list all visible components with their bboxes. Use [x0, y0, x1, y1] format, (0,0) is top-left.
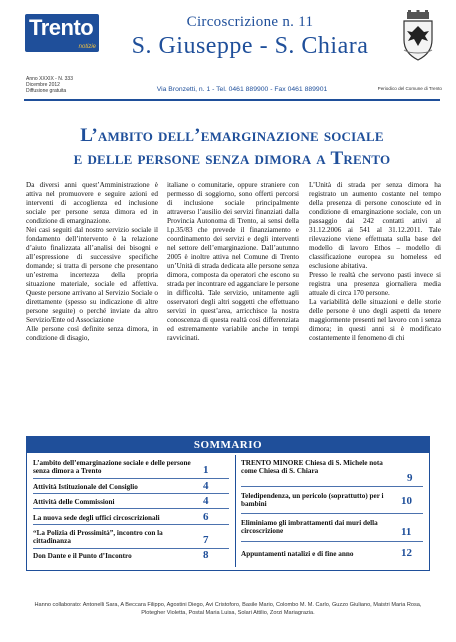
logo-wordmark: Trento [29, 15, 94, 40]
article-column-1 [26, 181, 158, 343]
toc-entry-page: 4 [203, 480, 209, 492]
toc-column-divider [235, 455, 236, 567]
toc-entry-title: Attività Istituzionale del Consiglio [33, 483, 138, 491]
toc-entry-title: Attività delle Commissioni [33, 498, 115, 506]
toc-entry[interactable] [241, 519, 412, 538]
toc-entry-title: Teledipendenza, un pericolo (soprattutto) per i bambini [241, 492, 384, 509]
article-paragraph: Da diversi anni quest’Amministrazione è attiva nel promuovere e seguire azioni ed interventi di accoglienza ed inclusione sociale per persone senza dimora ed in condizione di emarginazione. [26, 181, 158, 225]
issue-date: Dicembre 2012 [26, 82, 60, 88]
article-paragraph: La variabilità delle situazioni e delle storie delle persone è uno degli aspetti da tenere maggiormente presenti nel lavoro con i senza dimora; in questi anni si è modificato costantemente il fenomeno di chi [309, 298, 441, 342]
toc-separator [241, 486, 423, 487]
toc-heading: SOMMARIO [27, 437, 429, 453]
toc-separator [33, 508, 229, 509]
toc-entry-page: 12 [401, 547, 412, 559]
periodical-note: Periodico del Comune di Trento [377, 86, 442, 91]
toc-entry[interactable] [33, 511, 209, 523]
toc-entry-page: 11 [401, 526, 412, 538]
toc-entry[interactable] [241, 492, 412, 509]
toc-entry-title: Don Dante e il Punto d’Incontro [33, 552, 132, 560]
toc-entry[interactable] [33, 495, 209, 507]
circoscrizione-label: Circoscrizione n. 11 [186, 14, 314, 30]
toc-entry[interactable] [33, 529, 209, 546]
toc-entry-page: 9 [407, 472, 413, 484]
toc-entry[interactable] [33, 549, 209, 561]
article-paragraph: L’Unità di strada per senza dimora ha registrato un aumento costante nel tempo della presenza di persone conosciute ed in condizione di emarginazione sociale, con un passaggio dai 242 contatti attivi al 31.12.2006 ai 541 al 31.12.2011. Tale rilevazione viene effettuata sulla base del modello di lavoro Ethos – modello di classificazione europea su homeless ed esclusione abitativa. [309, 181, 441, 270]
article-paragraph: italiane o comunitarie, oppure straniere con permesso di soggiorno, sono offerti percorsi di inclusione sociale principalmente attraverso l’ausilio dei servizi finanziati dalla Provincia Autonoma di Trento, ai sensi della l.p.35/83 che prevede il finanziamento e coordinamento dei servizi e degli interventi nel settore dell’emarginazione. Dall’autunno 2005 è inoltre attiva nel Comune di Trento un’Unità di strada dedicata alle persone senza dimora, composta da operatori che escono su strada per incontrare ed agganciare le persone in difficoltà. Tale servizio, unitamente agli osservatori degli altri soggetti che effettuano servizi in quest’area, arricchisce la nostra conoscenza di questa realtà così differenziata ed estremamente variabile anche in tempi ravvicinati. [167, 181, 299, 342]
toc-entry[interactable] [241, 547, 412, 559]
contact-address: Via Bronzetti, n. 1 - Tel. 0461 889900 - Fax 0461 889901 [156, 86, 328, 93]
toc-entry[interactable] [33, 480, 209, 492]
newsletter-title: S. Giuseppe - S. Chiara [131, 33, 369, 59]
article-column-2 [167, 181, 299, 343]
toc-separator [33, 478, 229, 479]
toc-entry-title: TRENTO MINORE Chiesa di S. Michele nota come Chiesa di S. Chiara [241, 459, 383, 476]
toc-entry-title: La nuova sede degli uffici circoscrizionali [33, 514, 160, 522]
article-paragraph: Presso le realtà che servono pasti invece si registra una presenza giornaliera media attuale di circa 170 persone. [309, 271, 441, 297]
toc-entry-page: 10 [401, 495, 412, 507]
toc-entry-page: 7 [203, 534, 209, 546]
main-headline [24, 124, 440, 170]
toc-separator [241, 541, 423, 542]
logo-subtitle: notizie [78, 44, 96, 50]
toc-entry[interactable] [33, 459, 209, 476]
header-divider [24, 99, 440, 101]
toc-separator [241, 513, 423, 514]
toc-entry-page: 1 [203, 464, 209, 476]
trento-logo [25, 14, 99, 52]
toc-separator [33, 548, 229, 549]
article-paragraph: Nei casi seguiti dal nostro servizio sociale il fondamento dell’intervento è la relazione d’aiuto finalizzata all’analisi dei bisogni e all’espressione di successive specifiche domande; si tratta di persone che presentano un’estrema incertezza della propria situazione materiale, sociale ed affettiva. Queste persone arrivano al Servizio Sociale o direttamente (spesso su indicazione di altre persone seguite) o perché inviate da altro Servizio/Ente od Associazione [26, 226, 158, 324]
toc-entry-title: L’ambito dell’emarginazione sociale e delle persone senza dimora a Trento [33, 459, 191, 476]
issue-number: Anno XXXIX - N. 333 [26, 76, 73, 82]
headline-line-2: e delle persone senza dimora a Trento [73, 148, 391, 169]
toc-entry-title: Appuntamenti natalizi e di fine anno [241, 550, 354, 558]
issue-info [26, 76, 116, 94]
toc-separator [33, 493, 229, 494]
headline-line-1: L’ambito dell’emarginazione sociale [80, 125, 384, 146]
toc-entry-page: 6 [203, 511, 209, 523]
collaborators-credits: Hanno collaborato: Antonelli Sara, A Beccara Filippo, Agostini Diego, Avi Cristoforo, Basile Mario, Colombo M. M. Carlo, Guzzo Giuliano, Maistri Maria Rosa, Plotegher Violetta, Postal Maria Luisa, Solari Attilio, Zorzi Mariagrazia. [34, 602, 422, 616]
distribution-note: Diffusione gratuita [26, 88, 67, 94]
coat-of-arms-icon [398, 10, 438, 62]
toc-entry[interactable] [241, 459, 413, 484]
article-paragraph: Alle persone così definite senza dimora, in condizione di disagio, [26, 325, 158, 342]
toc-entry-page: 8 [203, 549, 209, 561]
toc-entry-title: “La Polizia di Prossimità”, incontro con la cittadinanza [33, 529, 163, 546]
toc-entry-title: Eliminiamo gli imbrattamenti dai muri della circoscrizione [241, 519, 378, 536]
article-column-3 [309, 181, 441, 343]
table-of-contents [26, 436, 430, 571]
toc-separator [33, 524, 229, 525]
toc-entry-page: 4 [203, 495, 209, 507]
